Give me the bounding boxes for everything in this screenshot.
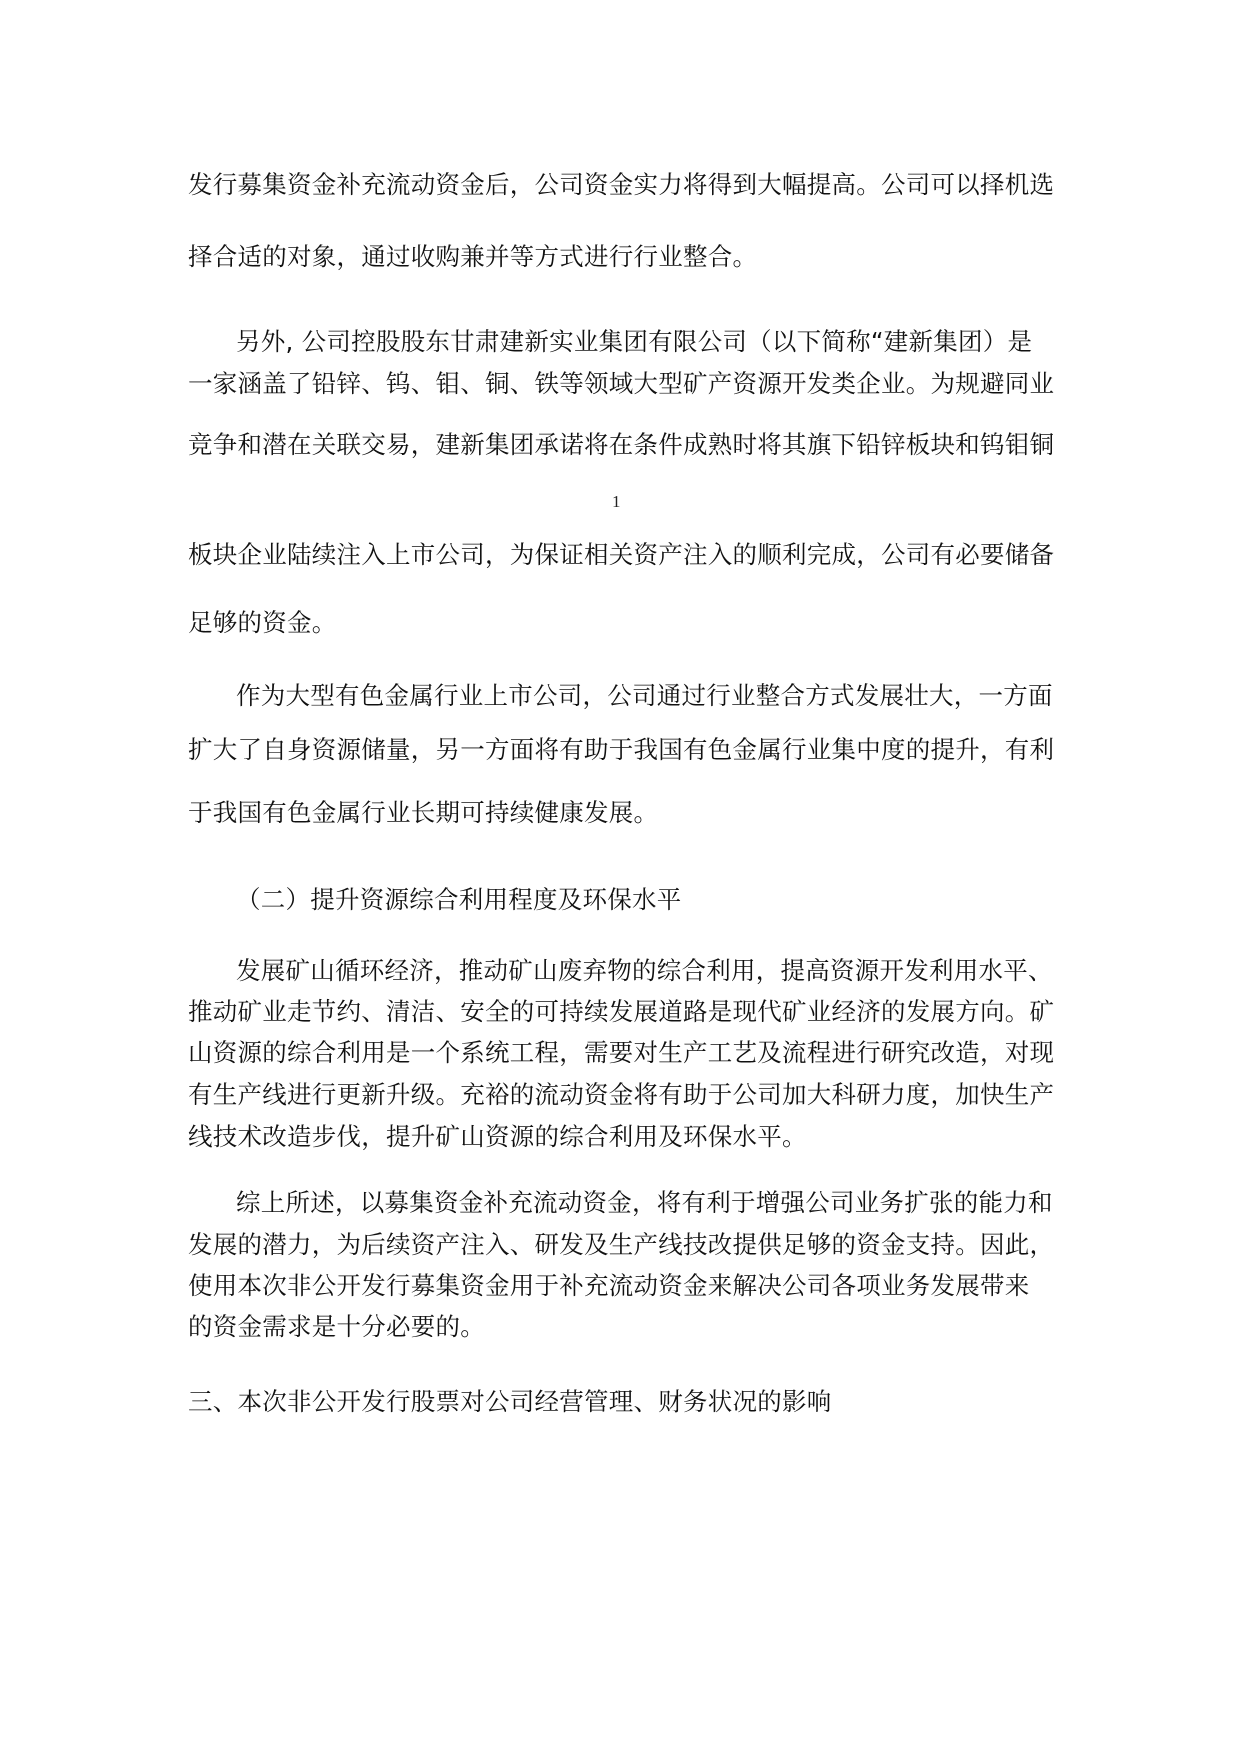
paragraph-line: 发行募集资金补充流动资金后，公司资金实力将得到大幅提高。公司可以择机选 [188, 170, 1055, 199]
paragraph-line: 一家涵盖了铅锌、钨、钼、铜、铁等领域大型矿产资源开发类企业。为规避同业 [188, 369, 1055, 398]
paragraph-line: 另外, 公司控股股东甘肃建新实业集团有限公司（以下简称“建新集团）是 [236, 327, 1033, 356]
paragraph-line: 推动矿业走节约、清洁、安全的可持续发展道路是现代矿业经济的发展方向。矿 [188, 997, 1055, 1026]
paragraph-line: 足够的资金。 [188, 608, 337, 637]
paragraph-line: 竞争和潜在关联交易，建新集团承诺将在条件成熟时将其旗下铅锌板块和钨钼铜 [188, 430, 1055, 459]
paragraph-line: 发展矿山循环经济，推动矿山废弃物的综合利用，提高资源开发利用水平、 [236, 956, 1053, 985]
paragraph-line: 有生产线进行更新升级。充裕的流动资金将有助于公司加大科研力度，加快生产 [188, 1080, 1055, 1109]
paragraph-line: 扩大了自身资源储量，另一方面将有助于我国有色金属行业集中度的提升，有利 [188, 735, 1055, 764]
paragraph-line: 择合适的对象，通过收购兼并等方式进行行业整合。 [188, 242, 758, 271]
paragraph-line: 作为大型有色金属行业上市公司，公司通过行业整合方式发展壮大，一方面 [236, 681, 1053, 710]
paragraph-line: 发展的潜力，为后续资产注入、研发及生产线技改提供足够的资金支持。因此， [188, 1230, 1055, 1259]
paragraph-line: 线技术改造步伐，提升矿山资源的综合利用及环保水平。 [188, 1122, 807, 1151]
page-number: 1 [612, 492, 621, 511]
paragraph-line: 的资金需求是十分必要的。 [188, 1312, 485, 1341]
paragraph-line: 综上所述，以募集资金补充流动资金，将有利于增强公司业务扩张的能力和 [236, 1188, 1053, 1217]
paragraph-line: 于我国有色金属行业长期可持续健康发展。 [188, 798, 659, 827]
paragraph-line: 使用本次非公开发行募集资金用于补充流动资金来解决公司各项业务发展带来 [188, 1271, 1030, 1300]
section-heading: （二）提升资源综合利用程度及环保水平 [236, 885, 682, 914]
section-heading: 三、本次非公开发行股票对公司经营管理、财务状况的影响 [188, 1387, 832, 1416]
paragraph-line: 山资源的综合利用是一个系统工程，需要对生产工艺及流程进行研究改造，对现 [188, 1038, 1055, 1067]
paragraph-line: 板块企业陆续注入上市公司，为保证相关资产注入的顺利完成，公司有必要储备 [188, 540, 1055, 569]
